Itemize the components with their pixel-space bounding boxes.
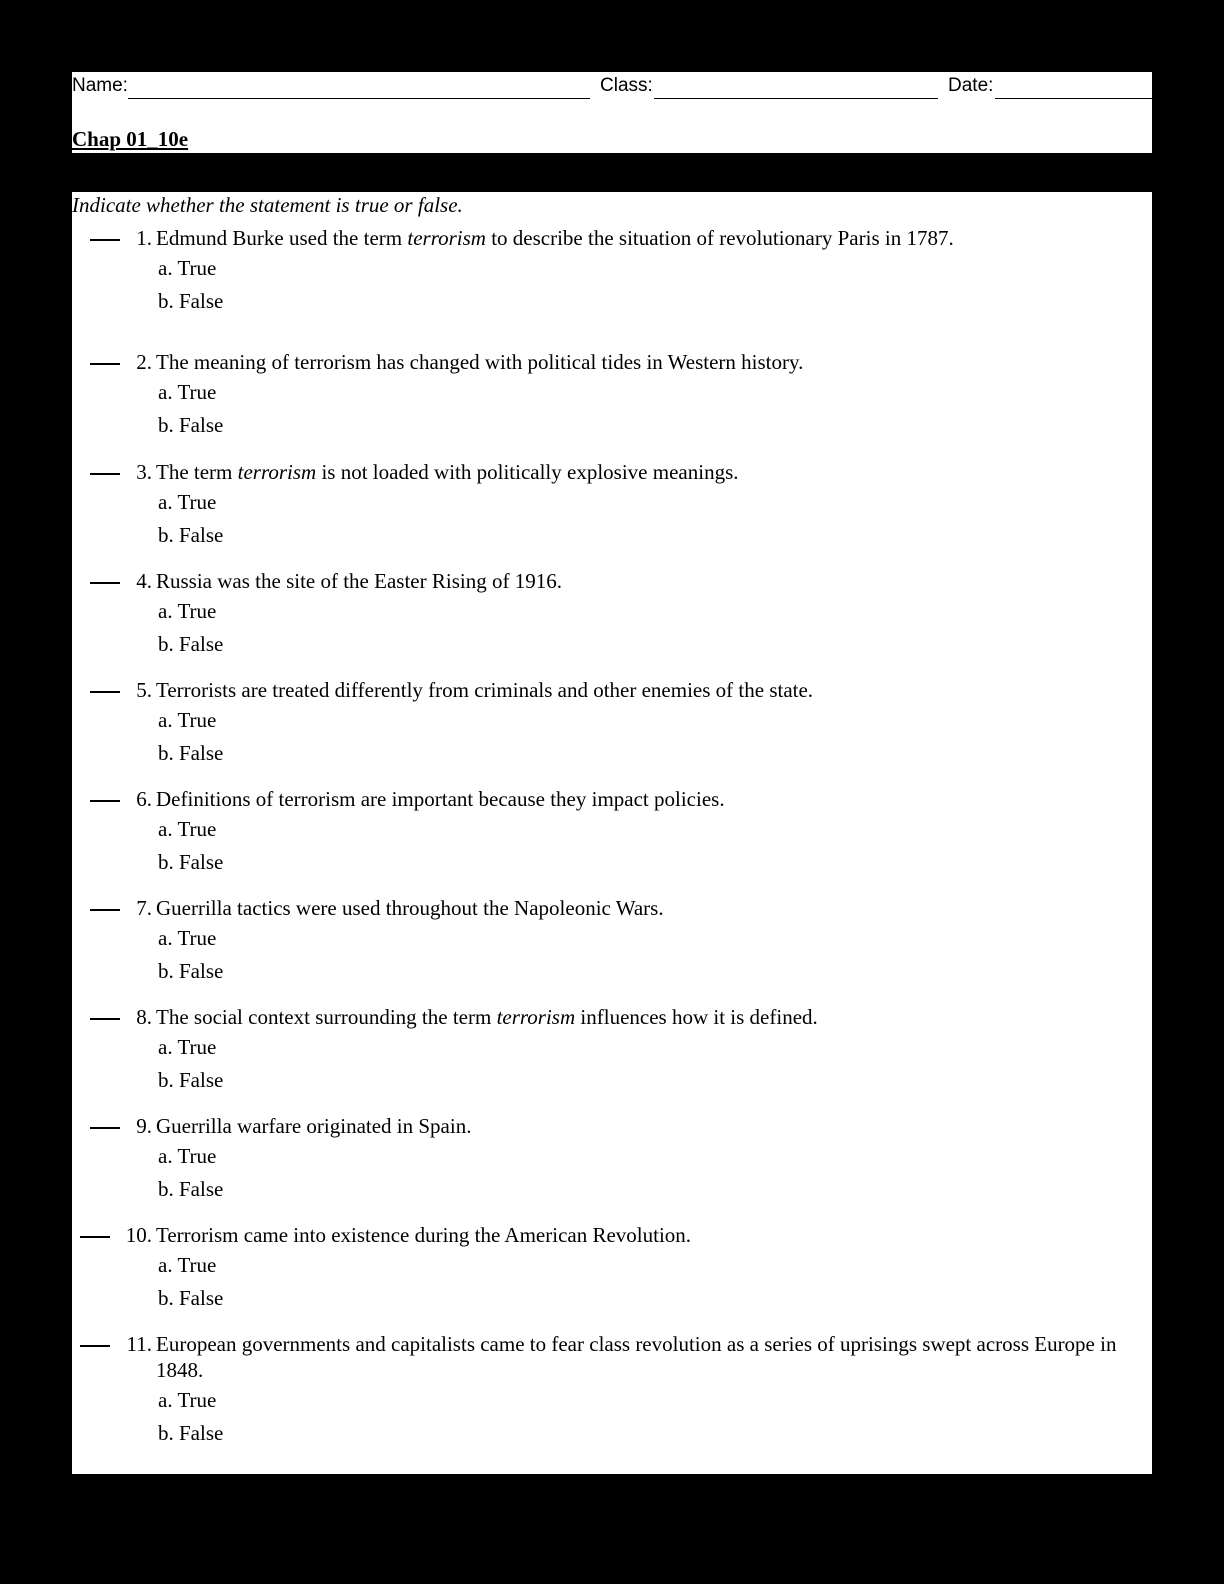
option-true: a. True	[158, 708, 217, 732]
question-text: Russia was the site of the Easter Rising of 1916.	[156, 569, 562, 593]
option-false: b. False	[158, 959, 224, 983]
date-label: Date:	[948, 75, 994, 96]
question-item	[72, 895, 1152, 990]
question-number: 6.	[136, 787, 152, 811]
question-text: Edmund Burke used the term	[156, 226, 408, 250]
question-panel	[72, 192, 1152, 1474]
question-text-end: influences how it is defined.	[575, 1005, 818, 1029]
question-item	[72, 349, 1152, 444]
question-item	[72, 786, 1152, 881]
option-false: b. False	[158, 413, 224, 437]
option-false: b. False	[158, 289, 224, 313]
question-number: 8.	[136, 1005, 152, 1029]
question-item	[72, 1113, 1152, 1208]
class-field[interactable]	[600, 74, 653, 98]
option-false: b. False	[158, 523, 224, 547]
question-item	[72, 1004, 1152, 1099]
question-stem	[156, 459, 1151, 485]
instructions: Indicate whether the statement is true or false.	[72, 193, 463, 217]
question-stem	[156, 1331, 1151, 1383]
question-text: Guerrilla tactics were used throughout the Napoleonic Wars.	[156, 896, 664, 920]
date-line	[995, 98, 1152, 99]
question-stem	[156, 1222, 1151, 1248]
question-text: Terrorism came into existence during the American Revolution.	[156, 1223, 692, 1247]
name-label: Name:	[72, 75, 128, 96]
question-number: 11.	[126, 1332, 152, 1356]
question-text: Terrorists are treated differently from criminals and other enemies of the state.	[156, 678, 814, 702]
question-number: 4.	[136, 569, 152, 593]
option-false: b. False	[158, 850, 224, 874]
question-text: The social context surrounding the term	[156, 1005, 497, 1029]
name-field[interactable]	[72, 74, 128, 98]
option-false: b. False	[158, 1068, 224, 1092]
question-item	[72, 459, 1152, 554]
header-panel	[72, 72, 1152, 153]
question-item	[72, 677, 1152, 772]
question-number: 2.	[136, 350, 152, 374]
option-true: a. True	[158, 926, 217, 950]
option-true: a. True	[158, 1388, 217, 1412]
question-stem	[156, 677, 1151, 703]
question-text: European governments and capitalists came to fear class revolution as a series of uprisings swept across Europe in 1848.	[156, 1332, 1117, 1382]
option-true: a. True	[158, 1253, 217, 1277]
question-stem	[156, 895, 1151, 921]
question-stem	[156, 1113, 1151, 1139]
question-term: terrorism	[407, 226, 486, 250]
class-line	[654, 98, 938, 99]
question-text-end: is not loaded with politically explosive meanings.	[316, 460, 739, 484]
question-item	[72, 568, 1152, 663]
class-label: Class:	[600, 75, 653, 96]
question-text: The meaning of terrorism has changed with political tides in Western history.	[156, 350, 804, 374]
option-false: b. False	[158, 1421, 224, 1445]
date-field[interactable]	[948, 74, 993, 98]
question-stem	[156, 786, 1151, 812]
question-number: 7.	[136, 896, 152, 920]
question-item	[72, 225, 1152, 320]
chapter-title: Chap 01_10e	[72, 127, 189, 151]
option-true: a. True	[158, 256, 217, 280]
question-item	[72, 1222, 1152, 1317]
question-number: 3.	[136, 460, 152, 484]
question-term: terrorism	[496, 1005, 576, 1029]
option-true: a. True	[158, 1144, 217, 1168]
option-true: a. True	[158, 380, 217, 404]
question-stem	[156, 568, 1151, 594]
option-true: a. True	[158, 599, 217, 623]
question-stem	[156, 225, 1151, 251]
question-number: 1.	[136, 226, 152, 250]
option-false: b. False	[158, 632, 224, 656]
question-text: Definitions of terrorism are important because they impact policies.	[156, 787, 725, 811]
question-text: The term	[156, 460, 238, 484]
option-false: b. False	[158, 1286, 224, 1310]
question-term: terrorism	[237, 460, 317, 484]
question-stem	[156, 349, 1151, 375]
question-text: Guerrilla warfare originated in Spain.	[156, 1114, 472, 1138]
option-true: a. True	[158, 490, 217, 514]
name-line	[128, 98, 590, 99]
question-number: 9.	[136, 1114, 152, 1138]
question-number: 5.	[136, 678, 152, 702]
option-false: b. False	[158, 741, 224, 765]
question-number: 10.	[125, 1223, 152, 1247]
option-false: b. False	[158, 1177, 224, 1201]
question-item	[72, 1331, 1152, 1451]
option-true: a. True	[158, 1035, 217, 1059]
question-text-end: to describe the situation of revolutionary Paris in 1787.	[485, 226, 954, 250]
question-stem	[156, 1004, 1151, 1030]
option-true: a. True	[158, 817, 217, 841]
